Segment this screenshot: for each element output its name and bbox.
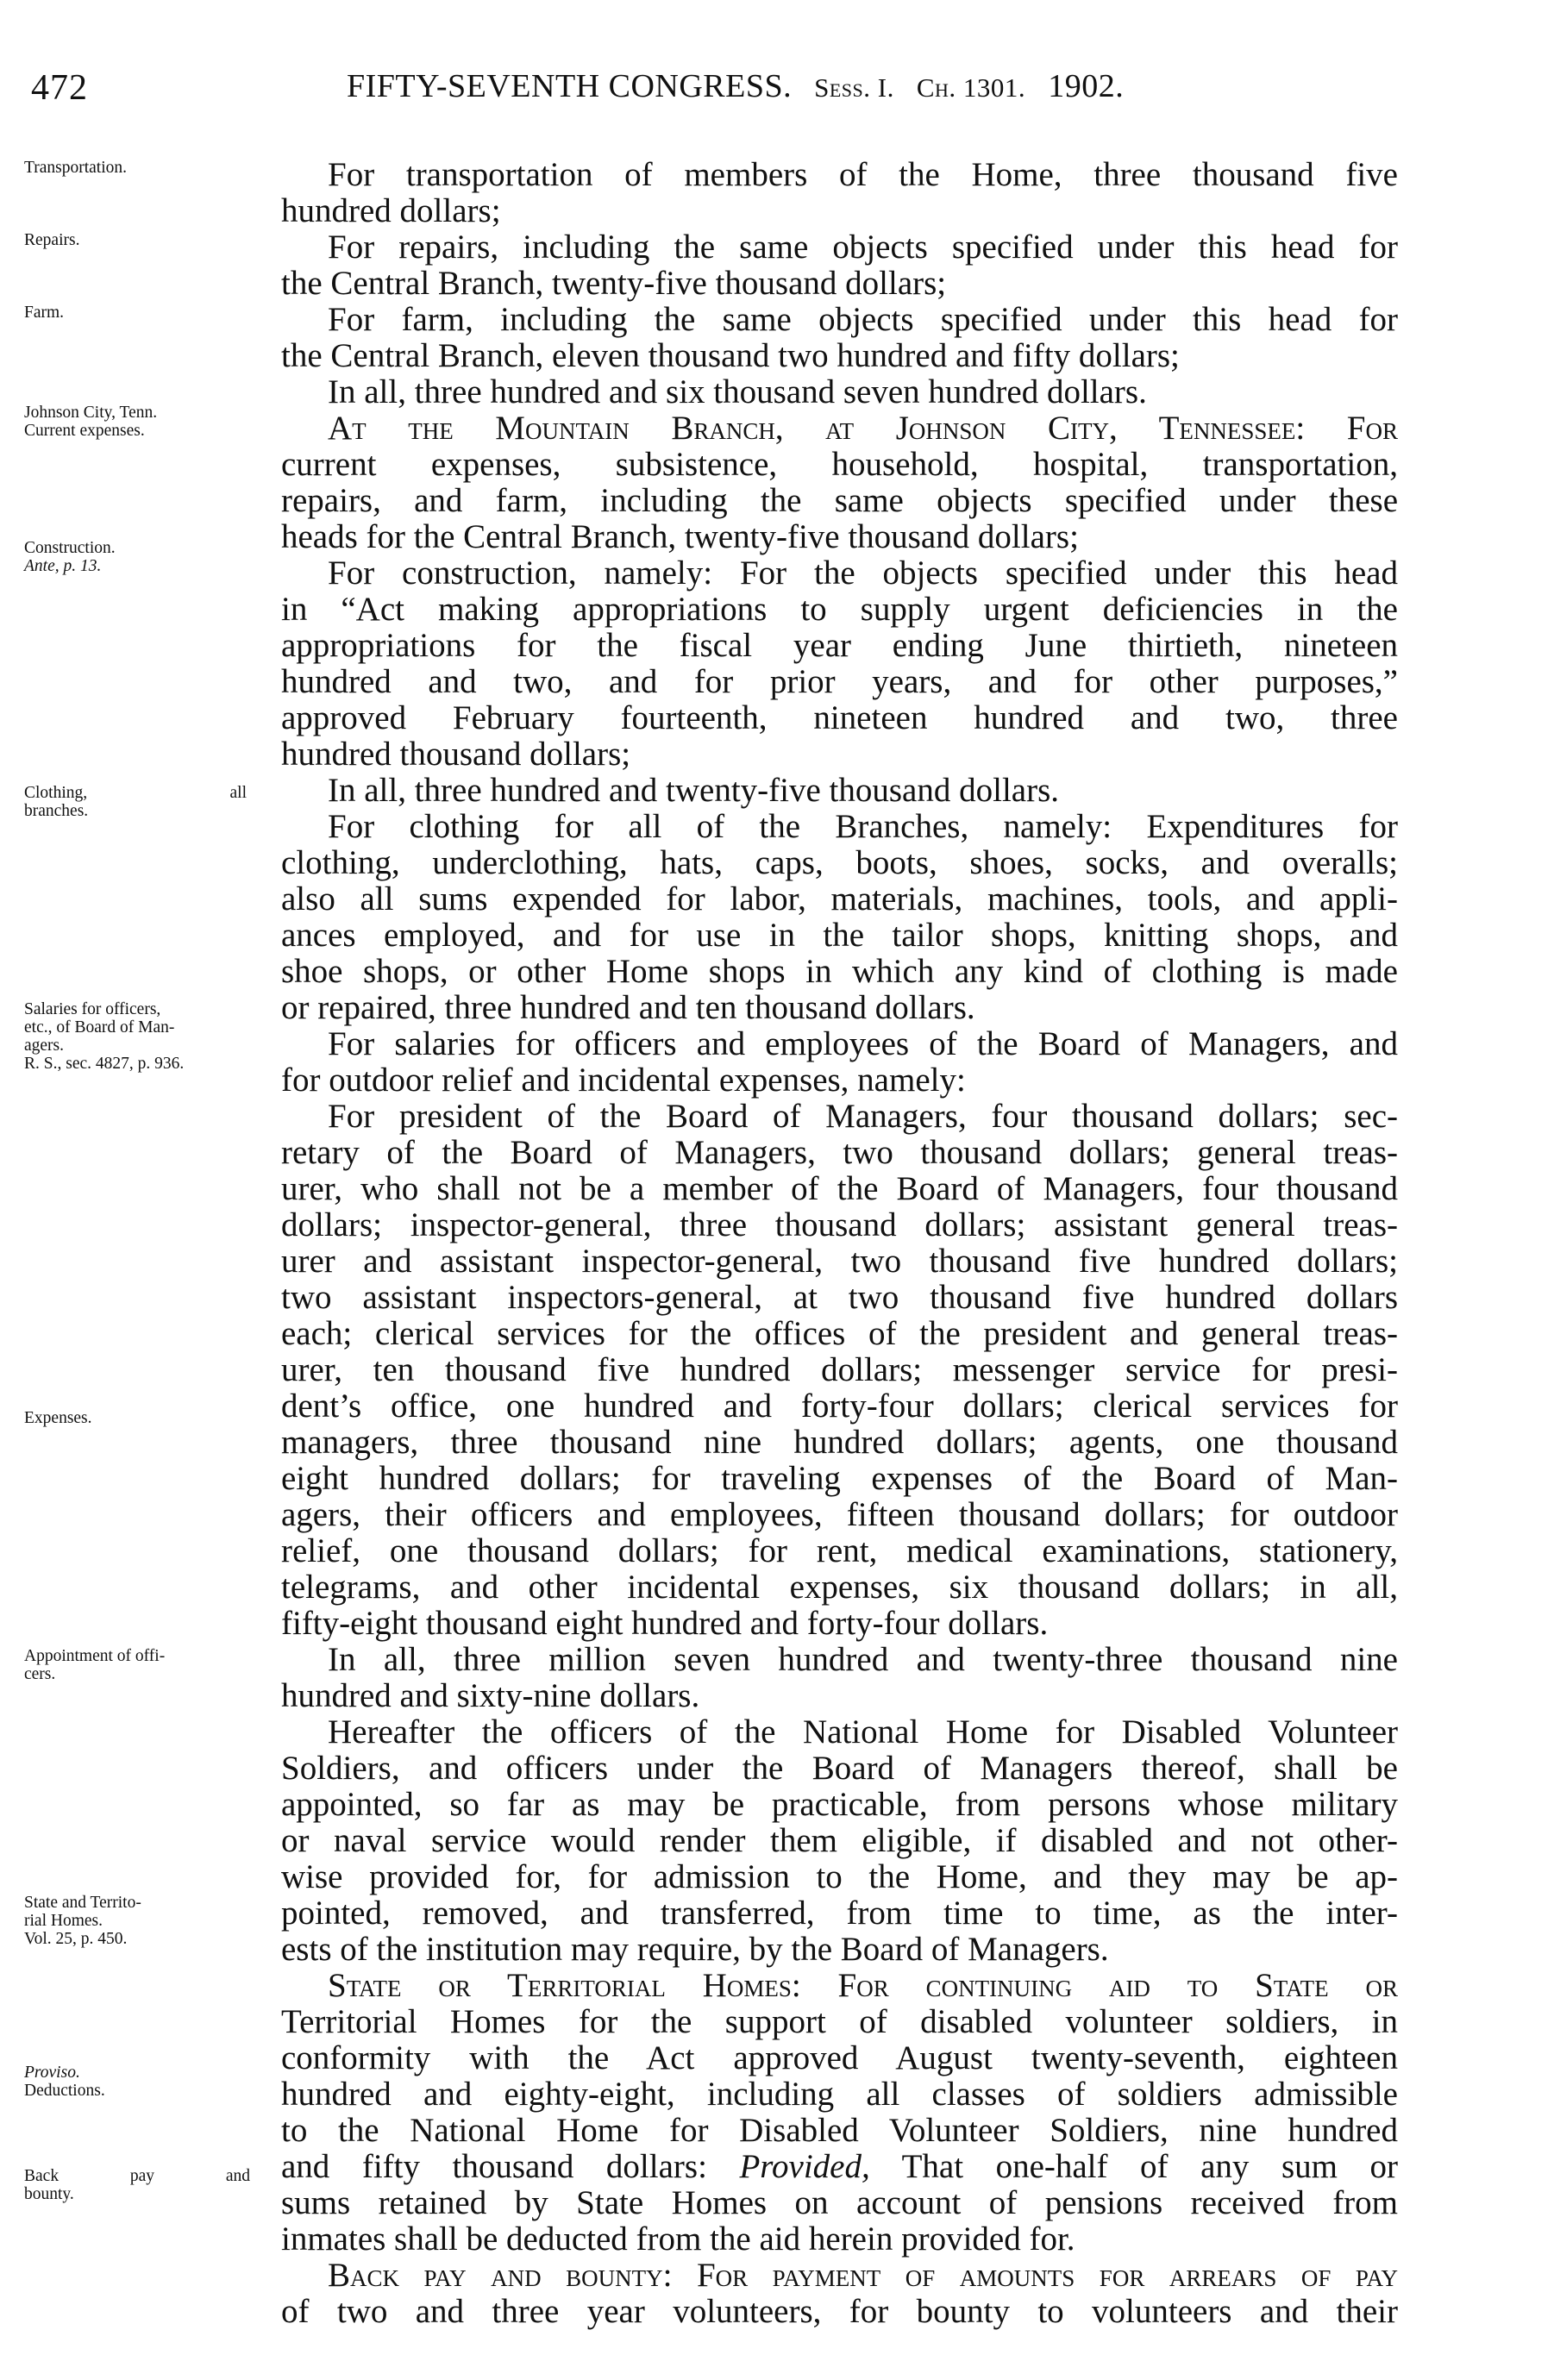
text-line: In all, three million seven hundred and twenty-three thousand nine [328,1641,1398,1678]
year-label: 1902. [1048,68,1125,104]
margin-note-text: branches. [24,802,89,820]
text-line: the Central Branch, eleven thousand two hundred and fifty dollars; [281,337,1180,374]
text-line: relief, one thousand dollars; for rent, medical examinations, stationery, [281,1532,1398,1569]
margin-note-expenses [24,1409,283,1427]
page-number: 472 [31,68,88,108]
session-label: Sess. I. [814,72,894,103]
text-line: inmates shall be deducted from the aid herein provided for. [281,2220,1075,2258]
margin-note-text: Vol. 25, p. 450. [24,1930,128,1948]
running-title [347,67,1124,105]
margin-note-back-pay [24,2167,250,2203]
text-line: hundred dollars; [281,192,501,229]
text-line: telegrams, and other incidental expenses, six thousand dollars; in all, [281,1569,1398,1606]
text-line: in “Act making appropriations to supply urgent deficiencies in the [281,591,1398,628]
margin-note-appointment [24,1647,283,1683]
text-line: to the National Home for Disabled Volunteer Soldiers, nine hundred [281,2112,1398,2149]
text-line: two assistant inspectors-general, at two thousand five hundred dollars [281,1279,1398,1316]
text-line: For construction, namely: For the objects specified under this head [328,554,1398,592]
margin-note-construction [24,539,283,575]
text-line: For farm, including the same objects specified under this head for [328,301,1398,338]
text-line: Territorial Homes for the support of disabled volunteer soldiers, in [281,2003,1398,2040]
running-header [31,67,1376,119]
text-line: In all, three hundred and twenty-five thousand dollars. [328,772,1060,809]
margin-note-text: Clothing, all [24,784,247,802]
text-line: hundred and eighty-eight, including all classes of soldiers admissible [281,2076,1398,2113]
text-line: ances employed, and for use in the tailor shops, knitting shops, and [281,917,1398,954]
margin-note-text: Farm. [24,304,65,322]
text-line: fifty-eight thousand eight hundred and forty-four dollars. [281,1605,1049,1642]
margin-note-salaries [24,1000,283,1073]
text-line: In all, three hundred and six thousand seven hundred dollars. [328,373,1147,410]
text-line: For president of the Board of Managers, four thousand dollars; sec- [328,1098,1398,1135]
margin-note-text: Appointment of offi- [24,1647,166,1665]
margin-note-clothing [24,784,247,820]
text-line: ests of the institution may require, by the Board of Managers. [281,1931,1109,1968]
congress-title: FIFTY-SEVENTH CONGRESS. [347,68,793,104]
text-fragment: and fifty thousand dollars: [281,2148,707,2185]
margin-note-text: agers. [24,1037,65,1055]
margin-note-johnson-city [24,404,283,440]
text-line: also all sums expended for labor, materials, machines, tools, and appli- [281,880,1398,918]
text-line: heads for the Central Branch, twenty-five thousand dollars; [281,518,1079,555]
margin-note-text: Salaries for officers, [24,1000,161,1018]
margin-note-repairs [24,231,283,249]
text-line: shoe shops, or other Home shops in which any kind of clothing is made [281,953,1398,990]
margin-note-text: Transportation. [24,159,127,177]
margin-note-text: rial Homes. [24,1912,103,1930]
text-line: pointed, removed, and transferred, from time to time, as the inter- [281,1895,1398,1932]
margin-note-text: Construction. [24,539,116,557]
text-line: For transportation of members of the Home, three thousand five [328,156,1398,193]
margin-note-state-homes [24,1894,283,1948]
text-line: approved February fourteenth, nineteen hundred and two, three [281,699,1398,736]
margin-note-text: Back pay and [24,2167,250,2185]
text-line: urer and assistant inspector-general, two thousand five hundred dollars; [281,1243,1398,1280]
margin-note-transportation [24,159,283,177]
text-line: eight hundred dollars; for traveling expenses of the Board of Man- [281,1460,1398,1497]
margin-note-text: Expenses. [24,1409,92,1427]
margin-note-farm [24,304,283,322]
text-line: For salaries for officers and employees of the Board of Managers, and [328,1025,1398,1062]
text-line: or naval service would render them eligible, if disabled and not other- [281,1822,1398,1859]
text-line: wise provided for, for admission to the Home, and they may be ap- [281,1858,1398,1895]
margin-note-text: R. S., sec. 4827, p. 936. [24,1055,185,1073]
text-fragment: That one-half of any sum or [901,2148,1398,2185]
text-line: urer, who shall not be a member of the Board of Managers, four thousand [281,1170,1398,1207]
text-line: hundred and two, and for prior years, and for other purposes,” [281,663,1398,700]
text-line: repairs, and farm, including the same objects specified under these [281,482,1398,519]
margin-note-text: Ante, p. 13. [24,557,102,575]
chapter-label: Ch. 1301. [916,72,1026,103]
text-line: dent’s office, one hundred and forty-four dollars; clerical services for [281,1387,1398,1425]
section-heading-back-pay: Back pay and bounty: For payment of amounts for arrears of pay [328,2257,1398,2294]
margin-note-proviso [24,2064,283,2100]
section-heading-mountain-branch: At the Mountain Branch, at Johnson City, Tennessee: For [328,410,1398,447]
proviso-word: Provided, [739,2148,870,2185]
text-line: hundred thousand dollars; [281,736,631,773]
text-line: For clothing for all of the Branches, namely: Expenditures for [328,808,1398,845]
text-line: conformity with the Act approved August twenty-seventh, eighteen [281,2039,1398,2076]
text-line: sums retained by State Homes on account of pensions received from [281,2184,1398,2221]
margin-note-text: Repairs. [24,231,80,249]
text-line: each; clerical services for the offices of the president and general treas- [281,1315,1398,1352]
text-line: managers, three thousand nine hundred dollars; agents, one thousand [281,1424,1398,1461]
text-line-proviso [281,2149,1398,2185]
text-line: retary of the Board of Managers, two thousand dollars; general treas- [281,1134,1398,1171]
section-heading-state-homes: State or Territorial Homes: For continuing aid to State or [328,1967,1398,2004]
text-line: urer, ten thousand five hundred dollars; messenger service for presi- [281,1351,1398,1388]
text-line: clothing, underclothing, hats, caps, boots, shoes, socks, and overalls; [281,844,1398,881]
text-line: appointed, so far as may be practicable, from persons whose military [281,1786,1398,1823]
text-line: agers, their officers and employees, fifteen thousand dollars; for outdoor [281,1496,1398,1533]
text-line: or repaired, three hundred and ten thousand dollars. [281,989,975,1026]
text-line: of two and three year volunteers, for bounty to volunteers and their [281,2293,1398,2330]
margin-note-text: Proviso. [24,2064,80,2082]
margin-note-text: bounty. [24,2185,74,2203]
text-line: for outdoor relief and incidental expenses, namely: [281,1062,966,1099]
margin-note-text: Current expenses. [24,422,145,440]
text-line: current expenses, subsistence, household, hospital, transportation, [281,446,1398,483]
text-line: the Central Branch, twenty-five thousand dollars; [281,265,947,302]
text-line: hundred and sixty-nine dollars. [281,1677,700,1714]
margin-note-text: cers. [24,1665,56,1683]
margin-note-text: Johnson City, Tenn. [24,404,158,422]
margin-note-text: etc., of Board of Man- [24,1018,175,1037]
text-line: appropriations for the fiscal year ending June thirtieth, nineteen [281,627,1398,664]
text-line: Soldiers, and officers under the Board of Managers thereof, shall be [281,1750,1398,1787]
margin-note-text: State and Territo- [24,1894,141,1912]
margin-note-text: Deductions. [24,2082,105,2100]
text-line: dollars; inspector-general, three thousand dollars; assistant general treas- [281,1206,1398,1243]
text-line: Hereafter the officers of the National Home for Disabled Volunteer [328,1713,1398,1751]
text-line: For repairs, including the same objects specified under this head for [328,229,1398,266]
